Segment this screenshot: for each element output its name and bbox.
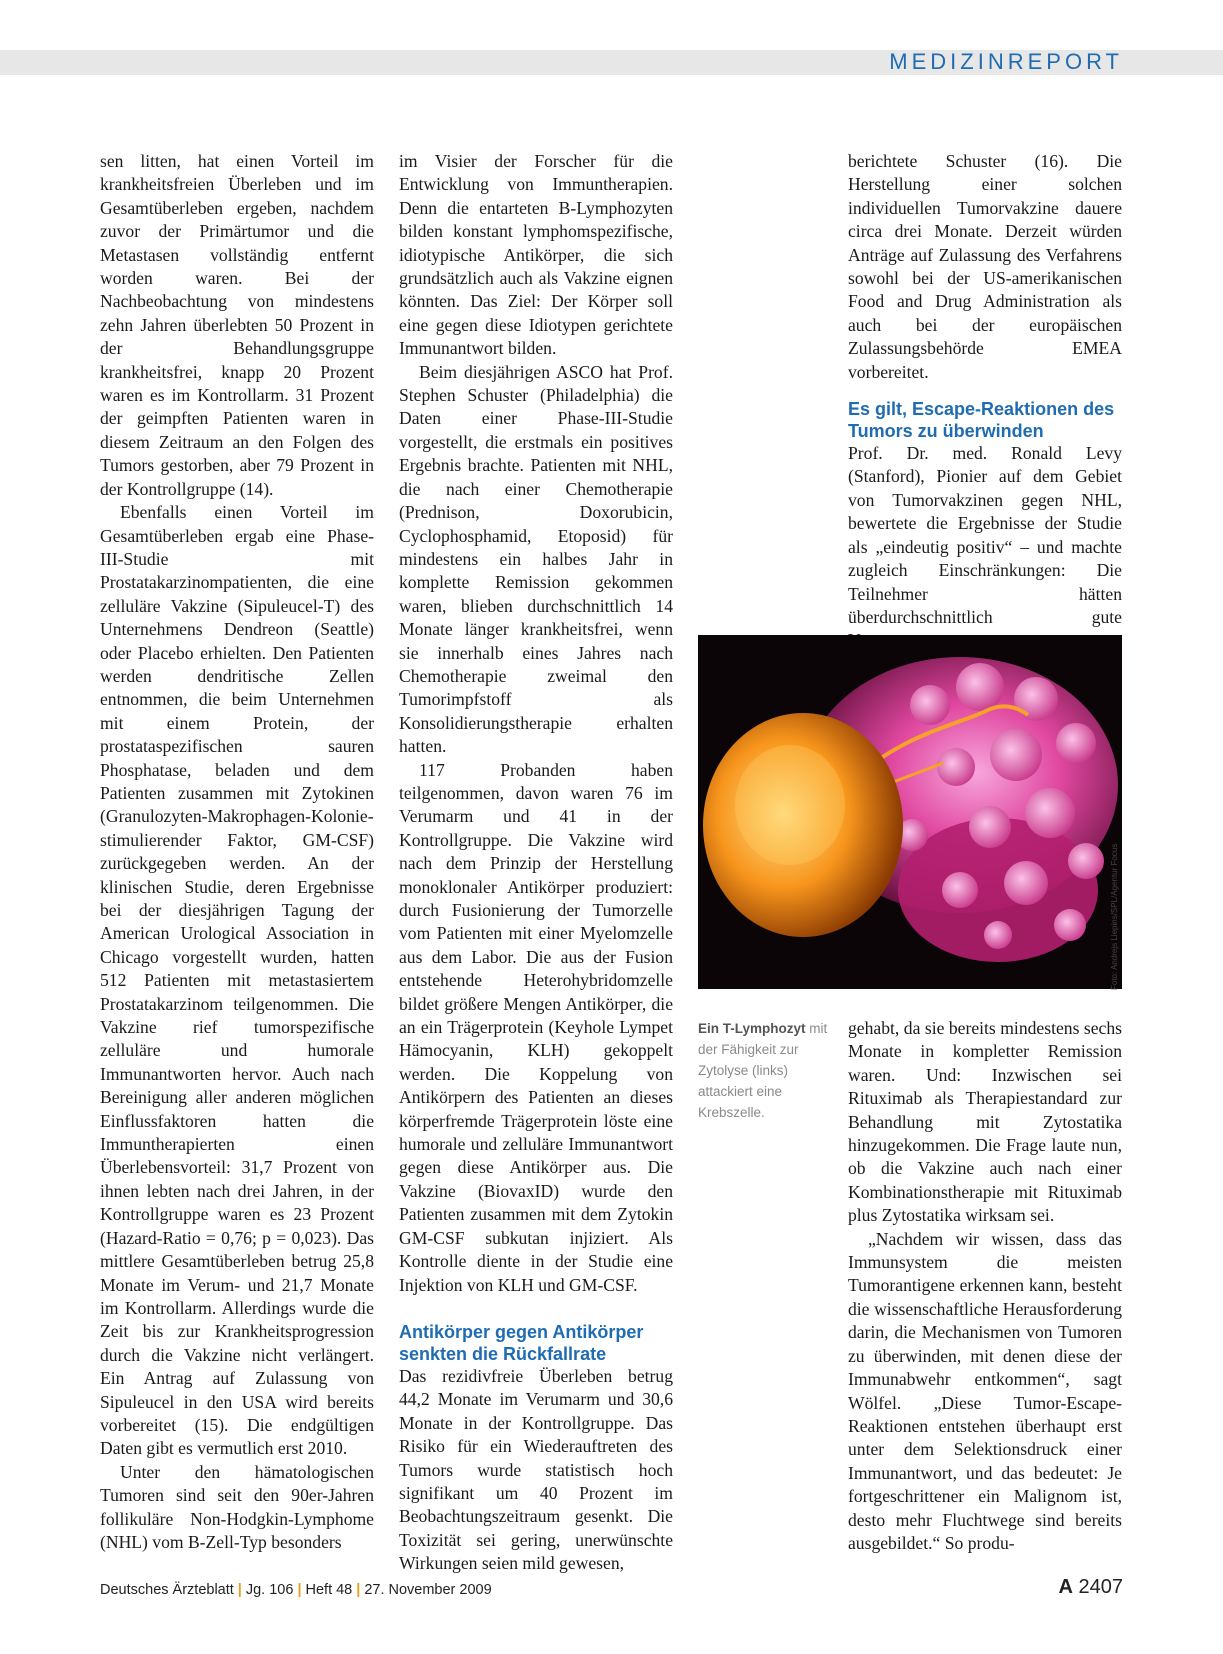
issue-date: 27. November 2009 — [364, 1582, 492, 1598]
text-column-1 — [100, 150, 374, 1554]
paragraph: Prof. Dr. med. Ronald Levy (Stanford), Pionier auf dem Gebiet von Tumorvakzinen gegen NHL, bewertete die Ergebnisse der Studie als „eindeutig positiv“ – und machte zugleich Einschränkungen: Die Teilnehmer hätten überdurchschnittlich gute — [848, 443, 1122, 627]
paragraph: im Visier der Forscher für die Entwicklung von Immuntherapien. Denn die entarteten B-Lymphozyten bilden konstant lymphomspezifische, idiotypische Antikörper, die sich grundsätzlich auch als Vakzine eignen könnten. Das Ziel: Der Körper soll eine gegen diese Idiotypen gerichtete Immunantwort bilden. — [399, 151, 673, 359]
paragraph: Ebenfalls einen Vorteil im Gesamtüberleben ergab eine Phase-III-Studie mit Prostatakarzinompatienten, die eine zelluläre Vakzine (Sipuleucel-T) des Unternehmens Dendreon (Seattle) oder Placebo erhielten. Den Patienten werden dendritische Zellen entnommen, die beim Unternehmen mit einem Protein, der prostataspezifischen sauren Phosphatase, beladen und dem Patienten zusammen mit Zytokinen (Granulozyten-Makrophagen-Kolonie-stimulierender Faktor, GM-CSF) zurückgegeben werden. An der klinischen Studie, deren Ergebnisse bei der diesjährigen Tagung der American Urological Association in Chicago vorgestellt wurden, hatten 512 Patienten mit metastasiertem Prostatakarzinom teilgenommen. Die Vakzine rief tumorspezifische zelluläre und humorale Immunantworten hervor. Auch nach Bereinigung aller anderen möglichen Einflussfaktoren hatten die Immuntherapierten einen Überlebensvorteil: 31,7 Prozent von ihnen lebten nach drei Jahren, in der Kontrollgruppe waren es 23 Prozent (Hazard-Ratio = 0,76; p = 0,023). Das mittlere Gesamtüberleben betrug 25,8 Monate im Verum- und 21,7 Monate im Kontrollarm. Allerdings wurde die Zeit bis zur Krankheitsprogression durch die Vakzine nicht verlängert. Ein Antrag auf Zulassung von Sipuleucel in den USA wird bereits vorbereitet (15). Die endgültigen Daten gibt es vermutlich erst 2010. — [100, 502, 374, 1459]
paragraph: berichtete Schuster (16). Die Herstellung einer solchen individuellen Tumorvakzine dauere circa drei Monate. Derzeit würden Anträge auf Zulassung des Verfahrens sowohl bei der US-amerikanischen Food and Drug Administration als auch bei der europäischen Zulassungsbehörde EMEA vorbereitet. — [848, 151, 1122, 382]
journal-name: Deutsches Ärzteblatt — [100, 1582, 234, 1598]
text-column-3-top — [848, 150, 1122, 653]
paragraph: 117 Probanden haben teilgenommen, davon waren 76 im Verumarm und 41 in der Kontrollgruppe. Die Vakzine wird nach dem Prinzip der Herstellung monoklonaler Antikörper produziert: durch Fusionierung der Tumorzelle vom Patienten mit einer Myelomzelle aus dem Labor. Die aus der Fusion entstehende Heterohybridomzelle bildet größere Mengen Antikörper, die an ein Trägerprotein (Keyhole Lympet Hämocyanin, KLH) gekoppelt werden. Die Koppelung von Antikörpern des Patienten an dieses körperfremde Trägerprotein löste eine humorale und zelluläre Immunantwort gegen diese Antikörper aus. Die Vakzine (BiovaxID) wurde den Patienten zusammen mit dem Zytokin GM-CSF subkutan injiziert. Als Kontrolle diente in der Studie eine Injektion von KLH und GM-CSF. — [399, 759, 673, 1295]
page-prefix: A — [1058, 1576, 1073, 1598]
issue: Heft 48 — [305, 1582, 353, 1598]
page-number-value: 2407 — [1078, 1576, 1123, 1598]
caption-text: mit der Fähigkeit zur Zytolyse (links) attackiert eine Krebszelle. — [698, 1021, 828, 1120]
t-lymphocyte-photo — [698, 635, 1122, 989]
footer-separator: | — [297, 1582, 302, 1598]
figure-caption — [698, 1018, 834, 1123]
subheading: Antikörper gegen Antikörper senkten die Rückfallrate — [399, 1321, 644, 1364]
text-column-3-bottom — [848, 1017, 1122, 1555]
paragraph: Das rezidivfreie Überleben betrug 44,2 Monate im Verumarm und 30,6 Monate in der Kontrollgruppe. Das Risiko für ein Wiederauftreten des Tumors wurde statistisch hoch signifikant um 40 Prozent im Beobachtungszeitraum gesenkt. Die Toxizität sei gering, unerwünschte Wirkungen seien mild gewesen, — [399, 1365, 673, 1574]
cell-illustration — [698, 635, 1122, 989]
paragraph: Beim diesjährigen ASCO hat Prof. Stephen Schuster (Philadelphia) die Daten einer Phase-III-Studie vorgestellt, die erstmals ein positives Ergebnis brachte. Patienten mit NHL, die nach einer Chemotherapie (Prednison, Doxorubicin, Cyclophosphamid, Etoposid) für mindestens ein halbes Jahr in komplette Remission gekommen waren, blieben durchschnittlich 14 Monate länger krankheitsfrei, wenn sie innerhalb eines Jahres nach Chemotherapie zweimal den Tumorimpfstoff als Konsolidierungstherapie erhalten hatten. — [399, 361, 673, 757]
paragraph: sen litten, hat einen Vorteil im krankheitsfreien Überleben und im Gesamtüberleben ergeben, nachdem zuvor der Primärtumor und die Metastasen vollständig entfernt worden waren. Bei der Nachbeobachtung von mindestens zehn Jahren überlebten 50 Prozent in der Behandlungsgruppe krankheitsfrei, knapp 20 Prozent waren es im Kontrollarm. 31 Prozent der geimpften Patienten waren in diesem Zeitraum an den Folgen des Tumors gestorben, aber 79 Prozent in der Kontrollgruppe (14). — [100, 151, 374, 499]
footer-separator: | — [356, 1582, 361, 1598]
photo-credit: Foto: Andrejs Liepins/SPL/Agentur Focus — [1110, 843, 1119, 990]
section-label: MEDIZINREPORT — [889, 49, 1123, 74]
paragraph: Unter den hämatologischen Tumoren sind seit den 90er-Jahren follikuläre Non-Hodgkin-Lymphome (NHL) vom B-Zell-Typ besonders — [100, 1461, 374, 1552]
footer-separator: | — [237, 1582, 242, 1598]
paragraph: gehabt, da sie bereits mindestens sechs Monate in kompletter Remission waren. Und: Inzwischen sei Rituximab als Therapiestandard zur Behandlung mit Zytostatika hinzugekommen. Die Frage laute nun, ob die Vakzine auch nach einer Kombinationstherapie mit Rituximab plus Zytostatika wirksam sei. — [848, 1018, 1122, 1226]
subheading: Es gilt, Escape-Reaktionen des Tumors zu überwinden — [848, 399, 1115, 442]
caption-lead: Ein T-Lymphozyt — [698, 1021, 806, 1036]
volume: Jg. 106 — [245, 1582, 294, 1598]
text-column-2 — [399, 150, 673, 1576]
paragraph: „Nachdem wir wissen, dass das Immunsystem die meisten Tumorantigene erkennen kann, besteht die wissenschaftliche Herausforderung darin, die Mechanismen von Tumoren zu überwinden, mit denen diese der Immunabwehr entkommen“, sagt Wölfel. „Diese Tumor-Escape-Reaktionen entstehen überhaupt erst unter dem Selektionsdruck einer Immunantwort, und das bedeutet: Je fortgeschrittener ein Malignom ist, desto mehr Fluchtwege sind bereits ausgebildet.“ So produ- — [848, 1228, 1122, 1553]
page-number — [1058, 1576, 1123, 1599]
footer — [100, 1582, 492, 1598]
